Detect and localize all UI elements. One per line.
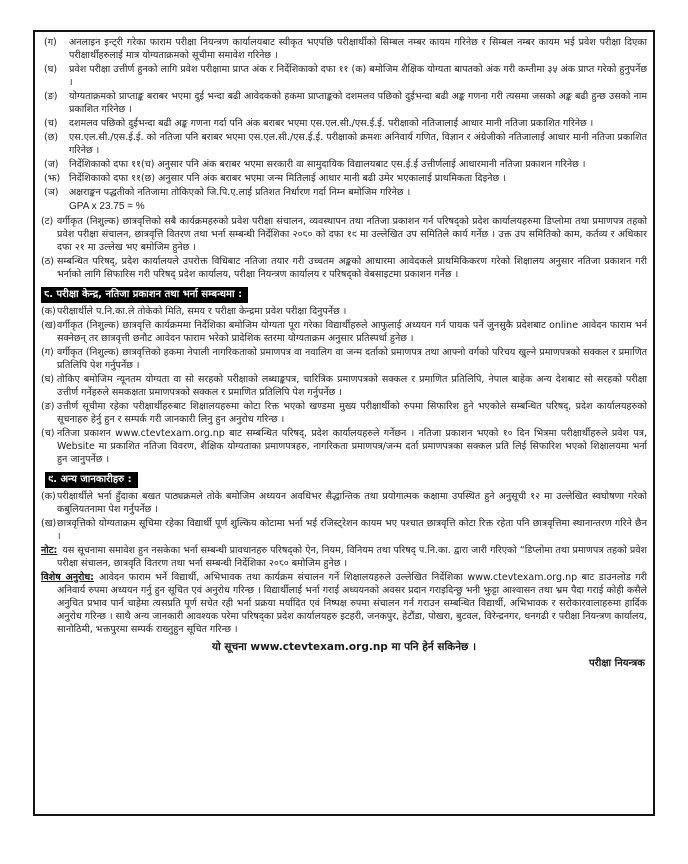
list-item — [41, 305, 647, 318]
section-8-list — [41, 305, 647, 466]
signature: परीक्षा नियन्त्रक — [589, 658, 645, 669]
list-item — [41, 90, 647, 116]
item-label: (झ) — [44, 173, 61, 184]
rules-list-b — [41, 215, 647, 281]
list-item — [41, 346, 647, 372]
item-text: परीक्षार्थीले प.नि.का.ले तोकेको मिति, समय र परीक्षा केन्द्रमा प्रवेश परीक्षा दिनुपर्नेछ । — [57, 306, 347, 317]
notice-document — [33, 30, 655, 816]
item-label: (ख) — [41, 320, 57, 331]
item-label: (ञ) — [44, 187, 59, 198]
section-9-list — [41, 490, 647, 543]
item-label: (ङ) — [44, 91, 58, 102]
list-item — [41, 215, 647, 254]
special-request-label: विशेष अनुरोध: — [41, 572, 94, 583]
item-text: वर्गीकृत (निशुल्क) छात्रवृत्तिको सबै कार्यक्रमहरुको प्रवेश परीक्षा संचालन, व्यवस्थापन तथा नतिजा प्रकाशन गर्न परिषद्को प्रदेश कार्यालयहरुमा डिप्लोमा तथा प्रमाणपत्र तहको प्रवेश परीक्षा संचालन, छात्रवृत्ति वितरण तथा भर्ना सम्बन्धी निर्देशिका २०८० को दफा १९ मा उल्लेखित उप समितिले कार्य गर्नेछ । उक्त उप समितिको काम, कर्तव्य र अधिकार दफा २१ मा उल्लेख भए बमोजिम हुनेछ । — [57, 216, 647, 253]
item-text: एस.एल.सी./एस.ई.ई. को नतिजा पनि बराबर भएमा एस.एल.सी./एस.ई.ई. परीक्षाको क्रमशः अनिवार्य गणित, विज्ञान र अंग्रेजीको नतिजालाई आधार मानी नतिजा प्रकाशित गरिनेछ । — [69, 132, 647, 156]
item-text: वर्गीकृत (निशुल्क) छात्रवृत्तिको हकमा नेपाली नागरिकताको प्रमाणपत्र वा नवालिग वा जन्म दर्ताको प्रमाणपत्र तथा आफ्नो वर्गको परिचय खुल्ने प्रमाणपत्रको सक्कल र प्रमाणित प्रतिलिपि पेश गर्नुपर्नेछ । — [57, 347, 647, 371]
list-item — [41, 158, 647, 171]
list-item — [41, 117, 647, 130]
item-text: प्रवेश परीक्षा उत्तीर्ण हुनको लागि प्रवेश परीक्षामा प्राप्त अंक र निर्देशिकाको दफा ११ (क) बमोजिम शैक्षिक योग्यता बापतको अंक गरी कम्तीमा ३५ अंक प्राप्त गरेको हुनुपर्नेछ । — [69, 64, 647, 88]
list-item — [41, 427, 647, 466]
list-item — [41, 172, 647, 185]
item-text: निर्देशिकाको दफा ११(छ) अनुसार पनि अंक बराबर भएमा जन्म मितिलाई आधार मानी बढी उमेर भएकालाई प्राथमिकता दिइनेछ । — [69, 173, 506, 184]
item-label: (क) — [41, 306, 56, 317]
section-9-header: ९. अन्य जानकारीहरु : — [45, 472, 138, 488]
item-label: (ट) — [41, 216, 54, 227]
item-text: तोकिए बमोजिम न्यूनतम योग्यता वा सो सरहको परीक्षाको लब्धाङ्कपत्र, चारित्रिक प्रमाणपत्रको सक्कल र प्रमाणित प्रतिलिपि, नेपाल बाहेक अन्य देशबाट सो सरहको परीक्षा उत्तीर्ण गर्नेहरुले समकक्षता प्रमाणपत्रको सक्कल र प्रमाणित प्रतिलिपि पेश गर्नुपर्नेछ । — [57, 374, 647, 398]
item-label: (ग) — [41, 347, 54, 358]
list-item — [41, 373, 647, 399]
rules-list-a — [41, 36, 647, 199]
footer-note: यो सूचना www.ctevtexam.org.np मा पनि हेर्न सकिनेछ । — [211, 641, 477, 653]
item-text: योग्यताक्रमको प्राप्ताङ्क बराबर भएमा दुई भन्दा बढी आवेदकको हकमा प्राप्ताङ्कको दशमलव पछिको दुईभन्दा बढी अङ्क गणना गरी त्यसमा जसको अङ्क बढी हुन्छ उसको नाम प्रकाशित गरिनेछ । — [69, 91, 647, 115]
item-text: दशमलव पछिको दुईभन्दा बढी अङ्क गणना गर्दा पनि अंक बराबर भएमा एस.एल.सी./एस.ई.ई. परीक्षाको नतिजालाई आधार मानी नतिजा प्रकाशित गरिनेछ । — [69, 118, 594, 129]
list-item — [41, 517, 647, 543]
gpa-formula: GPA x 23.75 = % — [69, 201, 145, 212]
item-label: (च) — [41, 428, 55, 439]
special-request-paragraph — [41, 571, 647, 636]
item-label: (ग) — [44, 37, 57, 48]
section-8-header: ८. परीक्षा केन्द्र, नतिजा प्रकाशन तथा भर्ना सम्बन्धमा : — [41, 287, 248, 303]
item-text: नतिजा प्रकाशन www.ctevtexam.org.np बाट सम्बन्धित परिषद्, प्रदेश कार्यालयहरुले गर्नेछन । नतिजा प्रकाशन भएको १० दिन भित्रमा परीक्षार्थीहरुले प्रवेश पत्र, Website मा प्रकाशित नतिजा विवरण, शैक्षिक योग्यताका प्रमाणपत्रहरु, नागरिकता प्रमाणपत्र/जन्म दर्ता प्रमाणपत्रका सक्कल प्रति लिई सिफारिश भएको शिक्षालयमा भर्ना हुन जानुपर्नेछ । — [57, 428, 647, 465]
item-label: (ङ) — [41, 401, 55, 412]
item-label: (क) — [41, 491, 56, 502]
item-label: (ख) — [41, 518, 57, 529]
item-text: निर्देशिकाको दफा ११(च) अनुसार पनि अंक बराबर भएमा सरकारी वा सामुदायिक विद्यालयबाट एस.ई.ई उत्तीर्णलाई आधारमानी नतिजा प्रकाशन गरिनेछ । — [69, 159, 586, 170]
item-text: सम्बन्धित परिषद्, प्रदेश कार्यालयले उपरोक्त विधिबाट नतिजा तयार गरी उच्चतम अङ्कको आधारमा आवेदकले प्राथमिकिकरण गरेको शिक्षालय अनुसार नतिजा प्रकाशन गरी भर्नाको लागि सिफारिस गरी परिषद् प्रदेश कार्यालय, परीक्षा नियन्त्रण कार्यालय र परिषद्को वेबसाइटमा प्रकाशन गर्नेछ । — [57, 256, 647, 280]
list-item — [41, 186, 647, 199]
item-text: परीक्षार्थीले भर्ना हुँदाका बखत पाठ्यक्रमले तोके बमोजिम अध्ययन अवधिभर सैद्धान्तिक तथा प्रयोगात्मक कक्षामा उपस्थित हुने अनुसूची १२ मा उल्लेखित स्वघोषणा गरेको कबुलियतनामा पेश गर्नुपर्नेछ । — [57, 491, 647, 515]
item-label: (च) — [44, 118, 58, 129]
item-label: (ठ) — [41, 256, 54, 267]
item-text: वर्गीकृत (निशुल्क) छात्रवृत्ति कार्यक्रममा निर्देशिका बमोजिम योग्यता पूरा गरेका विद्यार्थीहरुले आफुलाई अध्ययन गर्न पायक पर्ने जुनसुकै प्रदेशबाट online आवेदन फाराम भर्न सक्नेछन् तर छात्रवृत्ती छनौट आवेदन फाराम भरेको प्रादेशिक स्तरमा योग्यताक्रम अनुसार प्रतिस्पर्धा हुनेछ । — [57, 320, 647, 344]
list-item — [41, 63, 647, 89]
list-item — [41, 131, 647, 157]
note-paragraph — [41, 544, 647, 570]
note-label: नोट: — [41, 545, 58, 556]
item-text: अक्षराङ्कन पद्धतीको नतिजामा तोकिएको जि.पि.ए.लाई प्रतिशत निर्धारण गर्दा निम्न बमोजिम गरिनेछ । — [69, 187, 411, 198]
item-label: (घ) — [41, 374, 55, 385]
item-text: उत्तीर्ण सूचीमा रहेका परीक्षार्थीहरुबाट शिक्षालयहरुमा कोटा रिक्त भएको खण्डमा मुख्य परीक्षार्थीको रुपमा सिफारिश हुने भएकोले सम्बन्धित परिषद्, प्रदेश कार्यालयहरुको सूचनाहरु हेर्नु हुन र सम्पर्क गरी जानकारी लिनु हुन अनुरोध गरिन्छ । — [57, 401, 647, 425]
note-text: यस सूचनामा समावेश हुन नसकेका भर्ना सम्बन्धी प्रावधानहरु परिषद्को ऐन, नियम, विनियम तथा परिषद् प.नि.का. द्वारा जारी गरिएको “डिप्लोमा तथा प्रमाणपत्र तहको प्रवेश परीक्षा संचालन, छात्रवृति वितरण तथा भर्ना सम्बन्धी निर्देशिका २०८० बमोजिम हुनेछ । — [57, 545, 647, 569]
list-item — [41, 36, 647, 62]
special-request-text: आवेदन फाराम भर्ने विद्यार्थी, अभिभावक तथा कार्यक्रम संचालन गर्ने शिक्षालयहरुले उल्लेखित निर्देशिका www.ctevtexam.org.np बाट डाउनलोड गरी अनिवार्य रुपमा अध्ययन गर्नु हुन सूचित एवं अनुरोध गरिन्छ । विद्यार्थीलाई भर्ना गराई अध्ययनको अवसर प्रदान गराइदिन्छु भनी झुट्टा आश्वासन तथा भ्रम पैदा गराई कोही कसैले अनुचित प्रभाव पार्न चाहेमा त्यसप्रति पूर्ण सचेत रही भर्ना प्रक्रया मर्यादित एवं निष्पक्ष रुपमा संचालन गर्न गराउन सम्बन्धित विद्यार्थी, अभिभावक र सरोकारवालाहरुमा हार्दिक अनुरोध गरिन्छ । साथै अन्य जानकारी आवश्यक परेमा परिषद्का प्रदेश कार्यालयहरु इटहरी, जनकपुर, हेटौंडा, पोखरा, बुटवल, विरेन्द्रनगर, धनगढी र परीक्षा नियन्त्रण कार्यालय, सानोठिमी, भक्तपुरमा सम्पर्क राख्नुहुन सूचित गरिन्छ । — [57, 572, 647, 635]
item-label: (ज) — [44, 159, 59, 170]
item-label: (छ) — [44, 132, 59, 143]
list-item — [41, 400, 647, 426]
list-item — [41, 255, 647, 281]
item-label: (घ) — [44, 64, 58, 75]
list-item — [41, 319, 647, 345]
item-text: छात्रवृत्तिको योग्यताक्रम सूचिमा रहेका विद्यार्थी पूर्ण शुल्किय कोटामा भर्ना भई रजिस्ट्रेशन कायम भए पश्चात छात्रवृत्ति कोटा रिक्त रहेता पनि छात्रवृत्तिमा स्थानान्तरण गरिने छैन । — [57, 518, 647, 542]
item-text: अनलाइन इन्ट्री गरेका फाराम परीक्षा नियन्त्रण कार्यालयबाट स्वीकृत भएपछि परीक्षार्थीको सिम्बल नम्बर कायम गरिनेछ र सिम्बल नम्बर कायम भई प्रवेश परीक्षा दिएका परीक्षार्थीहरुलाई मात्र योग्यताक्रमको सूचीमा समावेश गरिनेछ । — [69, 37, 647, 61]
list-item — [41, 490, 647, 516]
